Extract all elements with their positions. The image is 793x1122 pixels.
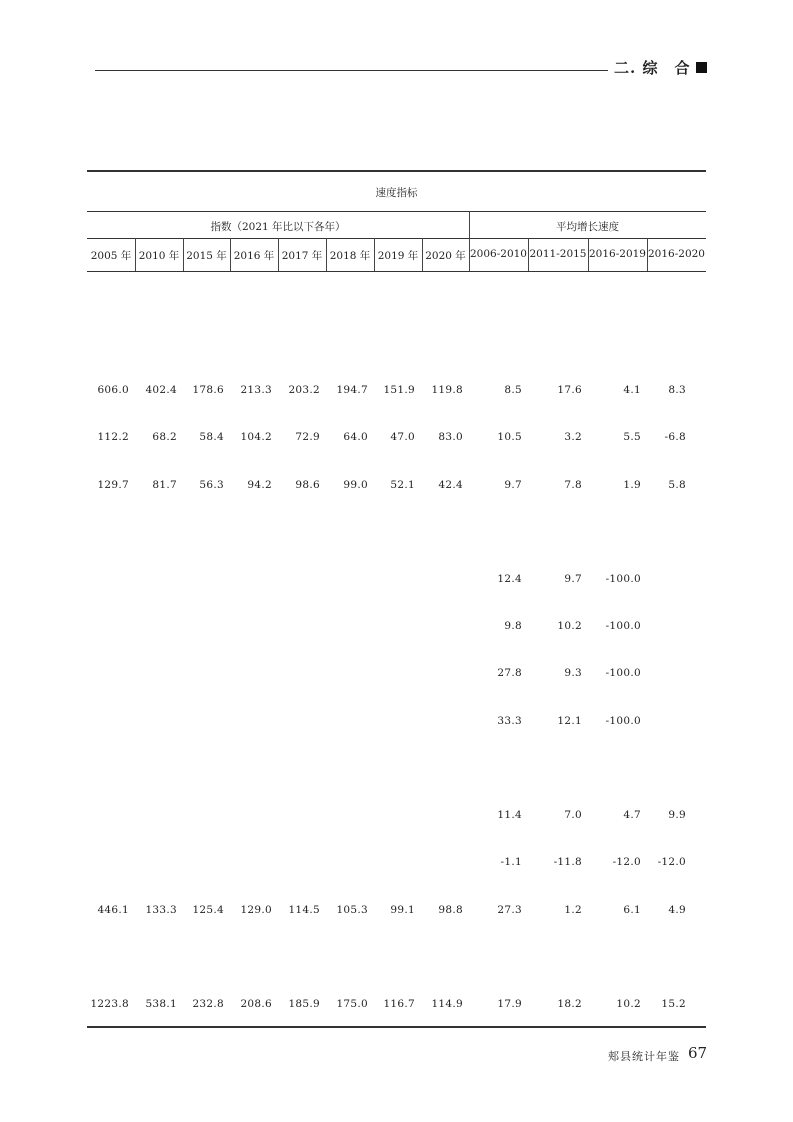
table-title-rule	[87, 211, 706, 212]
table-cell: 8.3	[668, 384, 686, 396]
column-header: 2020 年	[425, 250, 466, 262]
table-cell: 7.0	[564, 809, 582, 821]
table-cell: 112.2	[97, 431, 129, 443]
column-header: 2011-2015	[529, 248, 587, 260]
table-title: 速度指标	[375, 187, 418, 199]
book-title: 郏县统计年鉴	[608, 1050, 680, 1063]
table-cell: 12.4	[497, 573, 522, 585]
growth-group-header: 平均增长速度	[556, 221, 619, 233]
black-square-icon	[696, 62, 707, 73]
page-number: 67	[688, 1044, 708, 1062]
table-cell: 18.2	[557, 998, 582, 1010]
table-cell: 56.3	[199, 479, 224, 491]
table-cell: 402.4	[145, 384, 177, 396]
table-cell: 94.2	[247, 479, 272, 491]
table-cell: 1.2	[564, 904, 582, 916]
table-cell: 194.7	[336, 384, 368, 396]
table-cell: 9.8	[504, 620, 522, 632]
table-row	[87, 904, 706, 918]
table-row	[87, 479, 706, 493]
table-cell: 98.8	[438, 904, 463, 916]
table-cell: 446.1	[97, 904, 129, 916]
table-cell: 203.2	[288, 384, 320, 396]
table-cell: 208.6	[240, 998, 272, 1010]
table-cell: -6.8	[664, 431, 686, 443]
column-header: 2016 年	[233, 250, 275, 262]
table-cell: 8.5	[504, 384, 522, 396]
table-cell: 10.5	[497, 431, 522, 443]
table-cell: 10.2	[616, 998, 641, 1010]
table-cell: 178.6	[192, 384, 224, 396]
table-cell: 119.8	[431, 384, 463, 396]
table-cell: 17.9	[497, 998, 522, 1010]
table-row	[87, 856, 706, 870]
table-row	[87, 573, 706, 587]
table-cell: 64.0	[343, 431, 368, 443]
table-cell: 52.1	[390, 479, 415, 491]
table-cell: 1223.8	[90, 998, 129, 1010]
table-cell: 4.7	[623, 809, 641, 821]
table-cell: -100.0	[605, 667, 641, 679]
table-cell: 125.4	[192, 904, 224, 916]
column-header: 2006-2010	[470, 248, 527, 260]
table-cell: 47.0	[390, 431, 415, 443]
table-header-rule	[87, 271, 706, 272]
table-cell: 606.0	[97, 384, 129, 396]
table-cell: 9.7	[504, 479, 522, 491]
table-cell: 185.9	[288, 998, 320, 1010]
column-header: 2015 年	[186, 250, 227, 262]
column-header: 2019 年	[377, 250, 419, 262]
table-cell: 99.1	[390, 904, 415, 916]
column-header: 2017 年	[281, 250, 323, 262]
table-cell: 538.1	[145, 998, 177, 1010]
table-cell: 12.1	[557, 715, 582, 727]
table-cell: 27.3	[497, 904, 522, 916]
table-cell: 105.3	[336, 904, 368, 916]
table-cell: 129.0	[240, 904, 272, 916]
table-top-rule	[87, 170, 706, 172]
column-header: 2005 年	[90, 250, 132, 262]
table-cell: -1.1	[500, 856, 522, 868]
column-header: 2018 年	[329, 250, 371, 262]
table-cell: -12.0	[612, 856, 641, 868]
table-row	[87, 431, 706, 445]
table-cell: 4.9	[668, 904, 686, 916]
table-group-rule	[87, 238, 706, 239]
table-cell: 33.3	[497, 715, 522, 727]
header-rule	[95, 70, 608, 71]
table-cell: 6.1	[623, 904, 641, 916]
section-title: 二. 综 合	[614, 59, 691, 77]
table-cell: 116.7	[383, 998, 415, 1010]
table-cell: 42.4	[438, 479, 463, 491]
section-header	[614, 57, 707, 78]
table-cell: 133.3	[145, 904, 177, 916]
table-cell: 175.0	[336, 998, 368, 1010]
table-cell: -12.0	[657, 856, 686, 868]
table-row	[87, 998, 706, 1012]
table-cell: 104.2	[240, 431, 272, 443]
table-row	[87, 715, 706, 729]
table-cell: -100.0	[605, 573, 641, 585]
table-cell: 83.0	[438, 431, 463, 443]
table-cell: -100.0	[605, 620, 641, 632]
table-cell: 5.8	[668, 479, 686, 491]
table-cell: 11.4	[497, 809, 522, 821]
table-bottom-rule	[87, 1026, 706, 1028]
table-row	[87, 620, 706, 634]
table-cell: 98.6	[295, 479, 320, 491]
table-cell: -100.0	[605, 715, 641, 727]
table-cell: 68.2	[152, 431, 177, 443]
table-row	[87, 667, 706, 681]
table-cell: 27.8	[497, 667, 522, 679]
table-cell: 7.8	[564, 479, 582, 491]
table-cell: 5.5	[623, 431, 641, 443]
table-cell: 9.3	[564, 667, 582, 679]
table-cell: -11.8	[553, 856, 582, 868]
table-cell: 129.7	[97, 479, 129, 491]
table-cell: 17.6	[557, 384, 582, 396]
column-header: 2016-2019	[589, 248, 646, 260]
table-cell: 9.7	[564, 573, 582, 585]
table-cell: 3.2	[564, 431, 582, 443]
table-cell: 213.3	[240, 384, 272, 396]
table-cell: 4.1	[623, 384, 641, 396]
table-row	[87, 384, 706, 398]
table-row	[87, 809, 706, 823]
table-cell: 1.9	[623, 479, 641, 491]
table-cell: 114.9	[431, 998, 463, 1010]
table-cell: 72.9	[295, 431, 320, 443]
table-cell: 232.8	[192, 998, 224, 1010]
table-cell: 58.4	[199, 431, 224, 443]
index-group-header: 指数（2021 年比以下各年）	[210, 221, 346, 233]
table-cell: 10.2	[557, 620, 582, 632]
table-cell: 99.0	[343, 479, 368, 491]
table-cell: 15.2	[661, 998, 686, 1010]
column-header: 2016-2020	[648, 248, 705, 260]
table-cell: 81.7	[152, 479, 177, 491]
table-cell: 114.5	[288, 904, 320, 916]
column-header: 2010 年	[138, 250, 180, 262]
table-cell: 9.9	[668, 809, 686, 821]
table-cell: 151.9	[383, 384, 415, 396]
